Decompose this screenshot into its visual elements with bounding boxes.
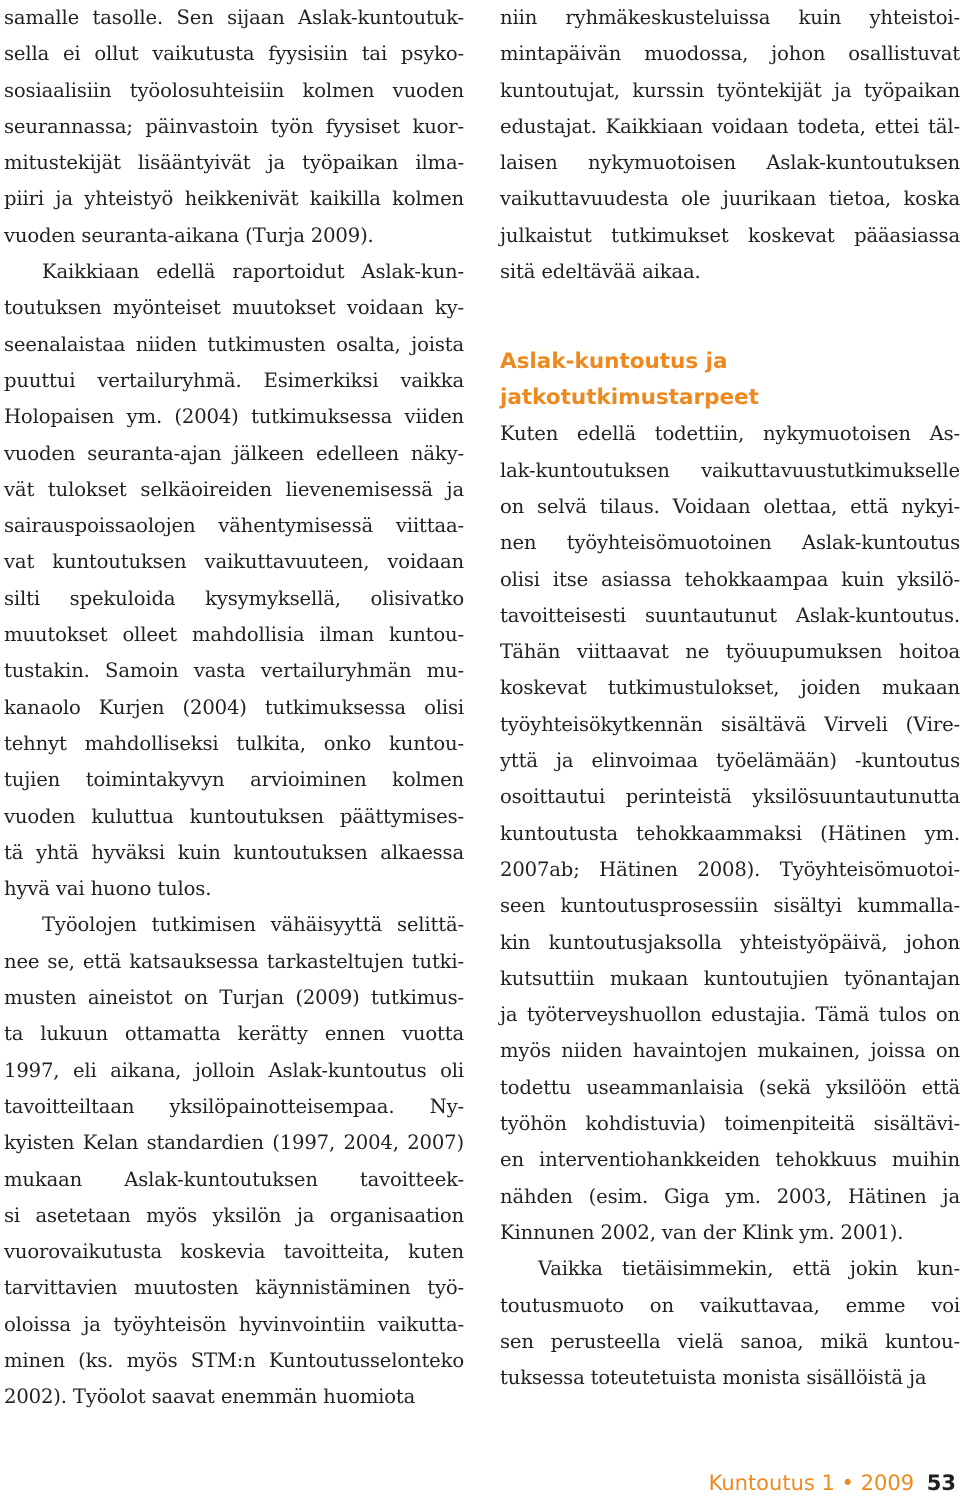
text-line: mintapäivän muodossa, johon osallistuvat [500,42,960,66]
body-paragraph [4,907,464,1415]
text-line: ja työterveyshuollon edustajia. Tämä tulos on [500,1003,960,1027]
body-paragraph [500,1251,960,1396]
text-line: vät tulokset selkäoireiden lievenemisessä ja [4,477,464,501]
text-line: vuoden seuranta-ajan jälkeen edelleen näky- [4,441,464,465]
body-paragraph [500,416,960,1251]
publication-year: 2009 [860,1471,915,1495]
right-column [500,0,960,1396]
text-line: olisi itse asiassa tehokkaampaa kuin yksilö- [500,567,960,591]
text-line: puuttui vertailuryhmä. Esimerkiksi vaikka [4,368,464,392]
text-line: minen (ks. myös STM:n Kuntoutusselonteko [4,1348,464,1372]
text-line: piiri ja yhteistyö heikkenivät kaikilla kolmen [4,187,464,211]
text-line: nen työyhteisömuotoinen Aslak-kuntoutus [500,531,960,555]
text-line: julkaistut tutkimukset koskevat pääasiassa [500,223,960,247]
text-line: sitä edeltävää aikaa. [500,260,701,284]
text-line: tarvittavien muutosten käynnistäminen työ- [4,1276,464,1300]
text-line: Kinnunen 2002, van der Klink ym. 2001). [500,1220,904,1244]
text-line: samalle tasolle. Sen sijaan Aslak-kuntoutuk- [4,6,464,29]
text-line: silti spekuloida kysymyksellä, olisivatko [4,586,464,610]
text-line: nähden (esim. Giga ym. 2003, Hätinen ja [500,1184,960,1208]
text-line: sen perusteella vielä sanoa, mikä kuntou- [500,1329,960,1353]
text-line: työhön kohdistuvia) toimenpiteitä sisältävi- [500,1112,960,1136]
text-line: työyhteisökytkennän sisältävä Virveli (Vire- [500,712,960,736]
text-line: seurannassa; päinvastoin työn fyysiset kuor- [4,114,464,138]
text-line: koskevat tutkimustulokset, joiden mukaan [500,676,960,700]
text-line: Tähän viittaavat ne työuupumuksen hoitoa [500,640,960,664]
page-footer [709,1465,956,1501]
text-line: on selvä tilaus. Voidaan olettaa, että nykyi- [500,494,960,518]
text-line: tustakin. Samoin vasta vertailuryhmän mu- [4,659,464,683]
text-line: en interventiohankkeiden tehokkuus muihin [500,1148,960,1172]
text-line: vuoden seuranta-aikana (Turja 2009). [4,223,374,247]
footer-separator: • [841,1471,854,1495]
body-paragraph [4,254,464,907]
text-line: Kuten edellä todettiin, nykymuotoisen As- [500,422,960,446]
text-line: niin ryhmäkeskusteluissa kuin yhteistoi- [500,6,960,29]
text-line: Kaikkiaan edellä raportoidut Aslak-kun- [42,260,464,284]
text-line: todettu useammanlaisia (sekä yksilöön että [500,1075,960,1099]
text-line: kuntoutujat, kurssin työntekijät ja työpaikan [500,78,960,102]
body-paragraph [500,0,960,290]
text-line: kuntoutusta tehokkaammaksi (Hätinen ym. [500,821,960,845]
text-line: toutuksen myönteiset muutokset voidaan ky- [4,296,464,320]
left-column [4,0,464,1416]
text-line: edustajat. Kaikkiaan voidaan todeta, ettei täl- [500,114,960,138]
section-heading-line: Aslak-kuntoutus ja [500,349,728,375]
text-line: mukaan Aslak-kuntoutuksen tavoitteek- [4,1167,464,1191]
text-line: kanaolo Kurjen (2004) tutkimuksessa olisi [4,695,464,719]
text-line: musten aineistot on Turjan (2009) tutkimus- [4,986,464,1010]
right-column-bottom [500,416,960,1396]
page-number: 53 [926,1471,956,1495]
text-line: 2007ab; Hätinen 2008). Työyhteisömuotoi- [500,857,960,881]
text-line: vaikuttavuudesta ole juurikaan tietoa, koska [500,187,960,211]
text-line: tä yhtä hyväksi kuin kuntoutuksen alkaessa [4,840,464,864]
text-line: osoittautui perinteistä yksilösuuntautunutta [500,785,960,809]
text-line: tuksessa toteutetuista monista sisällöistä ja [500,1366,927,1390]
text-line: hyvä vai huono tulos. [4,877,212,901]
text-line: tavoitteiltaan yksilöpainotteisempaa. Ny- [4,1094,464,1118]
text-line: vuorovaikutusta koskevia tavoitteita, kuten [4,1240,464,1264]
body-paragraph [4,0,464,254]
text-line: kyisten Kelan standardien (1997, 2004, 2007) [4,1131,464,1155]
text-line: mitustekijät lisääntyivät ja työpaikan ilma- [4,151,464,175]
text-line: oloissa ja työyhteisön hyvinvointiin vaikutta- [4,1312,464,1336]
text-line: si asetetaan myös yksilön ja organisaation [4,1203,464,1227]
text-line: nee se, että katsauksessa tarkasteltujen tutki- [4,949,464,973]
section-heading [500,344,960,416]
text-line: lak-kuntoutuksen vaikuttavuustutkimukselle [500,458,960,482]
text-line: yttä ja elinvoimaa työelämään) -kuntoutus [500,749,960,773]
text-line: kutsuttiin mukaan kuntoutujien työnantajan [500,966,960,990]
text-line: Holopaisen ym. (2004) tutkimuksessa viiden [4,405,464,429]
text-line: Vaikka tietäisimmekin, että jokin kun- [538,1257,960,1281]
publication-name: Kuntoutus 1 [708,1471,835,1495]
text-line: tehnyt mahdolliseksi tulkita, onko kuntou- [4,731,464,755]
text-line: toutusmuoto on vaikuttavaa, emme voi [500,1293,960,1317]
text-line: seen kuntoutusprosessiin sisältyi kummalla- [500,894,960,918]
text-line: laisen nykymuotoisen Aslak-kuntoutuksen [500,151,960,175]
right-column-top [500,0,960,290]
text-line: 2002). Työolot saavat enemmän huomiota [4,1385,416,1409]
section-heading-line: jatkotutkimustarpeet [500,385,759,411]
text-line: 1997, eli aikana, jolloin Aslak-kuntoutus oli [4,1058,464,1082]
text-line: myös niiden havaintojen mukainen, joissa on [500,1039,960,1063]
text-line: muutokset olleet mahdollisia ilman kuntou- [4,623,464,647]
text-line: vuoden kuluttua kuntoutuksen päättymises- [4,804,464,828]
text-line: tavoitteisesti suuntautunut Aslak-kuntoutus. [500,603,960,627]
text-line: seenalaistaa niiden tutkimusten osalta, joista [4,332,464,356]
text-line: sosiaalisiin työolosuhteisiin kolmen vuoden [4,78,464,102]
text-line: kin kuntoutusjaksolla yhteistyöpäivä, johon [500,930,960,954]
text-line: tujien toimintakyvyn arvioiminen kolmen [4,768,464,792]
text-line: vat kuntoutuksen vaikuttavuuteen, voidaan [4,550,464,574]
text-line: Työolojen tutkimisen vähäisyyttä selittä- [42,913,464,937]
text-line: ta lukuun ottamatta kerätty ennen vuotta [4,1022,464,1046]
text-line: sairauspoissaolojen vähentymisessä viittaa- [4,514,464,538]
text-line: sella ei ollut vaikutusta fyysisiin tai psyko- [4,42,464,66]
